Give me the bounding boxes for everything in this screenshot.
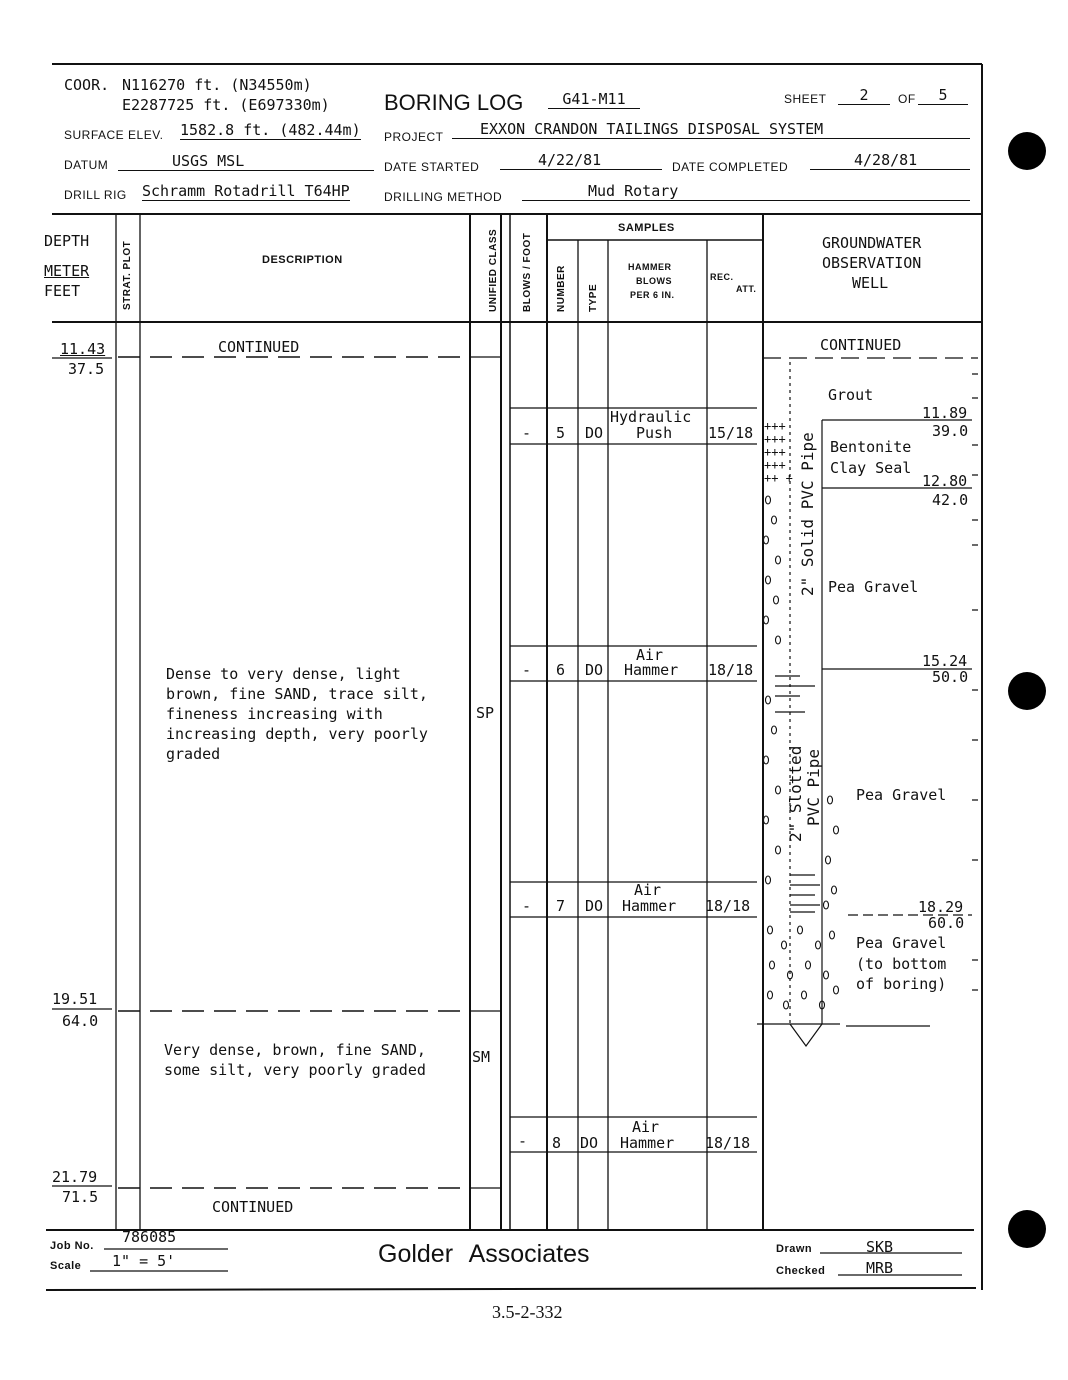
depth-top-meter: 11.43	[60, 340, 106, 358]
drawn-value: SKB	[866, 1238, 894, 1256]
coor-east: E2287725 ft. (E697330m)	[122, 96, 330, 114]
coor-north: N116270 ft. (N34550m)	[122, 76, 312, 94]
layer1-line: brown, fine SAND, trace silt,	[166, 685, 428, 703]
well-bentonite-1: Bentonite	[830, 438, 912, 456]
svg-text:+++: +++	[764, 445, 786, 459]
svg-text:+++: +++	[764, 458, 786, 472]
well-pea-gravel-3a: Pea Gravel	[856, 934, 947, 952]
well-d1-meter: 11.89	[922, 404, 968, 422]
col-meter: METER	[44, 262, 90, 280]
col-gw-2: OBSERVATION	[822, 254, 922, 272]
drill-rig-label: DRILL RIG	[64, 188, 127, 202]
sample-hammer-2: Hammer	[620, 1134, 675, 1152]
well-solid-pipe-label: 2" Solid PVC Pipe	[798, 432, 817, 596]
well-d1-feet: 39.0	[932, 422, 969, 440]
col-blows-foot: BLOWS / FOOT	[522, 232, 533, 312]
layer2-description	[164, 1040, 426, 1080]
depth-bot-feet: 71.5	[62, 1188, 99, 1206]
layer2-line: Very dense, brown, fine SAND,	[164, 1041, 426, 1059]
sample-number: 7	[556, 897, 566, 915]
drilling-method-label: DRILLING METHOD	[384, 190, 503, 204]
company-name: Golder Associates	[378, 1240, 590, 1268]
layer1-line: graded	[166, 745, 221, 763]
project-label: PROJECT	[384, 130, 444, 144]
date-completed-value: 4/28/81	[810, 151, 970, 170]
col-hammer-2: BLOWS	[636, 276, 672, 286]
scale-label: Scale	[50, 1260, 82, 1272]
date-completed-label: DATE COMPLETED	[672, 160, 789, 174]
of-label: OF	[898, 92, 916, 106]
sample-blows: -	[522, 897, 532, 915]
depth-mid-meter: 19.51	[52, 990, 98, 1008]
sample-hammer-1: Hydraulic	[610, 408, 692, 426]
col-description: DESCRIPTION	[262, 254, 343, 266]
layer1-class: SP	[476, 704, 495, 722]
coor-label: COOR.	[64, 76, 110, 94]
well-pea-gravel-2: Pea Gravel	[856, 786, 947, 804]
col-depth: DEPTH	[44, 232, 90, 250]
checked-value: MRB	[866, 1259, 894, 1277]
well-pea-gravel-1: Pea Gravel	[828, 578, 919, 596]
col-att: ATT.	[736, 284, 757, 294]
surface-elev-label: SURFACE ELEV.	[64, 128, 164, 142]
well-d4-feet: 60.0	[928, 914, 965, 932]
well-d2-feet: 42.0	[932, 491, 969, 509]
layer1-line: increasing depth, very poorly	[166, 725, 428, 743]
continued-bottom: CONTINUED	[212, 1198, 294, 1216]
well-d4-meter: 18.29	[918, 898, 964, 916]
sample-hammer-1: Air	[634, 881, 662, 899]
drilling-method-value: Mud Rotary	[522, 182, 970, 201]
sample-number: 8	[552, 1134, 562, 1152]
punch-hole-bottom	[1008, 1210, 1046, 1248]
sample-type: DO	[585, 661, 604, 679]
scale-value: 1" = 5'	[112, 1252, 176, 1270]
well-pea-gravel-3b: (to bottom	[856, 955, 947, 973]
col-type: TYPE	[588, 283, 599, 312]
well-grout: Grout	[828, 386, 874, 404]
col-number: NUMBER	[556, 265, 567, 312]
well-d3-feet: 50.0	[932, 668, 969, 686]
col-hammer-1: HAMMER	[628, 262, 672, 272]
sample-type: DO	[580, 1134, 599, 1152]
date-started-label: DATE STARTED	[384, 160, 480, 174]
svg-text:++ +: ++ +	[764, 471, 793, 485]
col-unified-class: UNIFIED CLASS	[488, 228, 499, 312]
drawn-label: Drawn	[776, 1243, 813, 1255]
well-bentonite-2: Clay Seal	[830, 459, 912, 477]
col-gw-3: WELL	[852, 274, 889, 292]
sample-rec: 18/18	[705, 1134, 751, 1152]
col-hammer-3: PER 6 IN.	[630, 290, 675, 300]
well-continued: CONTINUED	[820, 336, 902, 354]
sample-blows: -	[522, 424, 532, 442]
job-number: 786085	[122, 1228, 177, 1246]
depth-bot-meter: 21.79	[52, 1168, 98, 1186]
col-feet: FEET	[44, 282, 81, 300]
continued-top: CONTINUED	[218, 338, 300, 356]
sample-number: 6	[556, 661, 566, 679]
punch-hole-middle	[1008, 672, 1046, 710]
page-reference: 3.5-2-332	[492, 1302, 563, 1322]
col-strat-plot: STRAT. PLOT	[122, 240, 133, 310]
sample-type: DO	[585, 424, 604, 442]
layer2-class: SM	[472, 1048, 491, 1066]
sample-hammer-2: Push	[636, 424, 673, 442]
drill-rig-value: Schramm Rotadrill T64HP	[142, 182, 350, 200]
sample-blows: -	[518, 1132, 528, 1150]
project-value: EXXON CRANDON TAILINGS DISPOSAL SYSTEM	[452, 120, 970, 139]
sample-rec: 18/18	[708, 661, 754, 679]
sample-hammer-1: Air	[636, 646, 664, 664]
depth-mid-feet: 64.0	[62, 1012, 99, 1030]
boring-id: G41-M11	[548, 90, 640, 109]
well-d2-meter: 12.80	[922, 472, 968, 490]
sheet-label: SHEET	[784, 92, 827, 106]
job-label: Job No.	[50, 1240, 94, 1252]
date-started-value: 4/22/81	[500, 151, 662, 170]
layer1-description	[166, 664, 428, 764]
well-slotted-pipe-label-1: 2" Slotted	[786, 745, 805, 842]
layer1-line: fineness increasing with	[166, 705, 383, 723]
well-slotted-pipe-label-2: PVC Pipe	[804, 748, 823, 826]
sample-hammer-2: Hammer	[622, 897, 677, 915]
datum-label: DATUM	[64, 158, 109, 172]
sample-blows: -	[522, 661, 532, 679]
layer1-line: Dense to very dense, light	[166, 665, 401, 683]
sheet-total: 5	[918, 86, 968, 105]
sample-hammer-1: Air	[632, 1118, 660, 1136]
col-samples: SAMPLES	[618, 222, 675, 234]
sample-type: DO	[585, 897, 604, 915]
datum-value: USGS MSL	[118, 152, 374, 171]
page-title: BORING LOG	[384, 90, 524, 115]
sheet-number: 2	[838, 86, 890, 105]
layer2-line: some silt, very poorly graded	[164, 1061, 426, 1079]
sample-rec: 15/18	[708, 424, 754, 442]
well-d3-meter: 15.24	[922, 652, 968, 670]
surface-elev-value: 1582.8 ft. (482.44m)	[180, 121, 361, 139]
checked-label: Checked	[776, 1265, 826, 1277]
sample-number: 5	[556, 424, 566, 442]
col-rec: REC.	[710, 272, 734, 282]
depth-top-feet: 37.5	[68, 360, 105, 378]
svg-text:+++: +++	[764, 432, 786, 446]
sample-hammer-2: Hammer	[624, 661, 679, 679]
svg-text:+++: +++	[764, 419, 786, 433]
sample-rec: 18/18	[705, 897, 751, 915]
well-pea-gravel-3c: of boring)	[856, 975, 947, 993]
punch-hole-top	[1008, 132, 1046, 170]
col-gw-1: GROUNDWATER	[822, 234, 922, 252]
